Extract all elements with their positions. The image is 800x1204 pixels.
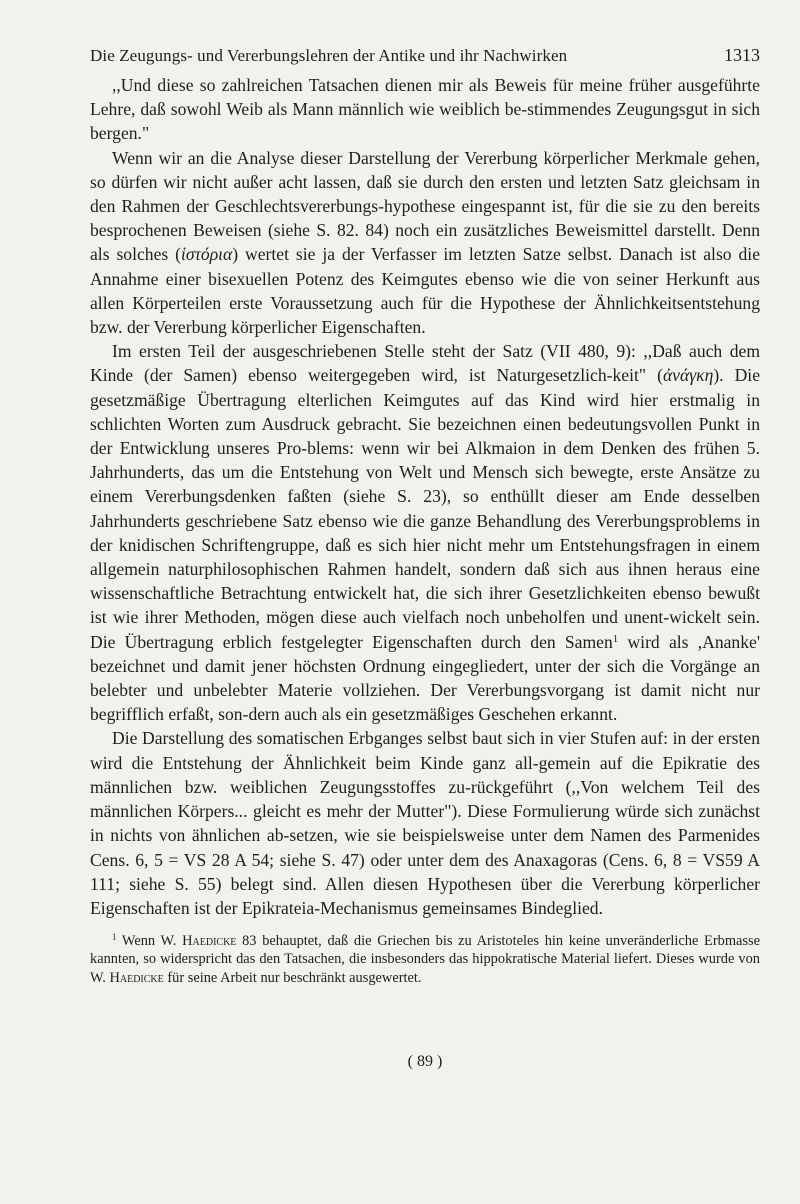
paragraph bbox=[90, 339, 760, 726]
text-run: Im ersten Teil der ausgeschriebenen Stelle steht der Satz (VII 480, 9): ,,Daß auch dem Kinde (der Samen) ebenso weitergegeben wird, ist Naturgesetzlich-keit" ( bbox=[90, 341, 760, 386]
text-run: wird als ,Ananke' bezeichnet und damit jener höchsten Ordnung eingegliedert, unter der sich die Vorgänge an belebter und unbelebter Materie vollziehen. Der Vererbungsvorgang ist damit nicht nur begrifflich erfaßt, son-dern auch als ein gesetzmäßiges Geschehen erkannt. bbox=[90, 631, 760, 725]
text-run: Die Darstellung des somatischen Erbganges selbst baut sich in vier Stufen auf: in der ersten wird die Entstehung der Ähnlichkeit beim Kinde ganz all-gemein auf die Epikratie des männlichen bzw. weiblichen Zeugungsstoffes zu-rückgeführt (,,Von welchem Teil des männlichen Körpers... gleicht es mehr der Mutter"). Diese Formulierung würde sich zunächst in nichts von ähnlichen ab-setzen, wie sie beispielsweise unter dem Namen des Parmenides Cens. 6, 5 = VS 28 A 54; siehe S. 47) oder unter dem des Anaxagoras (Cens. 6, 8 = VS59 A 111; siehe S. 55) belegt sind. Allen diesen Hypothesen über die Vererbung körperlicher Eigenschaften ist der Epikrateia-Mechanismus gemeinsames Bindeglied. bbox=[90, 728, 760, 918]
body-text bbox=[90, 73, 760, 920]
text-run: Wenn wir an die Analyse dieser Darstellung der Vererbung körperlicher Merkmale gehen, so dürfen wir nicht außer acht lassen, daß sie durch den ersten und letzten Satz gleichsam in den Rahmen der Geschlechtsvererbungs-hypothese eingespannt ist, für die sie zu den bereits besprochenen Beweisen (siehe S. 82. 84) noch ein zusätzliches Beweismittel darstellt. Denn als solches ( bbox=[90, 147, 760, 265]
author-name: Haedicke bbox=[109, 969, 164, 986]
author-name: Haedicke bbox=[182, 933, 237, 950]
running-title: Die Zeugungs- und Vererbungslehren der Antike und ihr Nachwirken bbox=[90, 46, 568, 65]
text-run: ). Die gesetzmäßige Übertragung elterlichen Keimgutes auf das Kind wird hier erstmalig in schlichten Worten zum Ausdruck gebracht. Sie bezeichnen einen bedeutungsvollen Punkt in der Entwicklung unseres Pro-blems: wenn wir bei Alkmaion in dem Denken des frühen 5. Jahrhunderts, das um die Entstehung von Welt und Mensch sich bewegte, erste Ansätze zu einem Vererbungsdenken faßten (siehe S. 23), so enthüllt dieser am Ende desselben Jahrhunderts geschriebene Satz ebenso wie die ganze Behandlung des Vererbungsproblems in der knidischen Schriftengruppe, daß es sich hier nicht mehr um Entstehungsfragen in einem allgemein naturphilosophischen Rahmen handelt, sondern daß sich aus ihnen heraus eine wissenschaftliche Betrachtung entwickelt hat, die sich ihrer Gesetzlichkeiten ebenso bewußt ist wie ihrer Methoden, mögen diese auch vielfach noch unbeholfen und unent-wickelt sein. Die Übertragung erblich festgelegter Eigenschaften durch den Samen bbox=[90, 365, 761, 652]
text-run: ,,Und diese so zahlreichen Tatsachen dienen mir als Beweis für meine früher ausgeführte Lehre, daß sowohl Weib als Mann männlich wie weiblich be-stimmendes Zeugungsgut in sich bergen." bbox=[90, 75, 760, 144]
text-run: ) wertet sie ja der Verfasser im letzten Satze selbst. Danach ist also die Annahme einer bisexuellen Potenz des Keimgutes ebenso wie die von seiner Herkunft aus allen Körperteilen erste Voraussetzung auch für die Hypothese der Ähnlichkeitsentstehung bzw. der Vererbung körperlicher Eigenschaften. bbox=[90, 244, 760, 338]
text-run: ἀνάγκη bbox=[662, 365, 714, 386]
paragraph bbox=[90, 146, 760, 340]
footnote-marker: 1 bbox=[112, 932, 117, 943]
text-run: für seine Arbeit nur beschränkt ausgewertet. bbox=[163, 969, 422, 986]
footnote bbox=[90, 932, 760, 987]
text-run: ἱστόρια bbox=[181, 244, 233, 265]
text-run: 83 behauptet, daß die Griechen bis zu Aristoteles hin keine unveränderliche Erbmasse kannten, so widerspricht das den Tatsachen, die insbesonders das hippokratische Material liefert. Dieses wurde von W. bbox=[90, 933, 761, 986]
footnote-marker: 1 bbox=[612, 632, 619, 645]
paragraph bbox=[90, 73, 760, 146]
paragraph bbox=[90, 726, 760, 920]
running-head bbox=[90, 44, 760, 67]
page-number: 1313 bbox=[724, 45, 760, 65]
text-run: Wenn W. bbox=[116, 933, 183, 950]
footnotes bbox=[90, 932, 760, 987]
folio: ( 89 ) bbox=[407, 1053, 443, 1070]
